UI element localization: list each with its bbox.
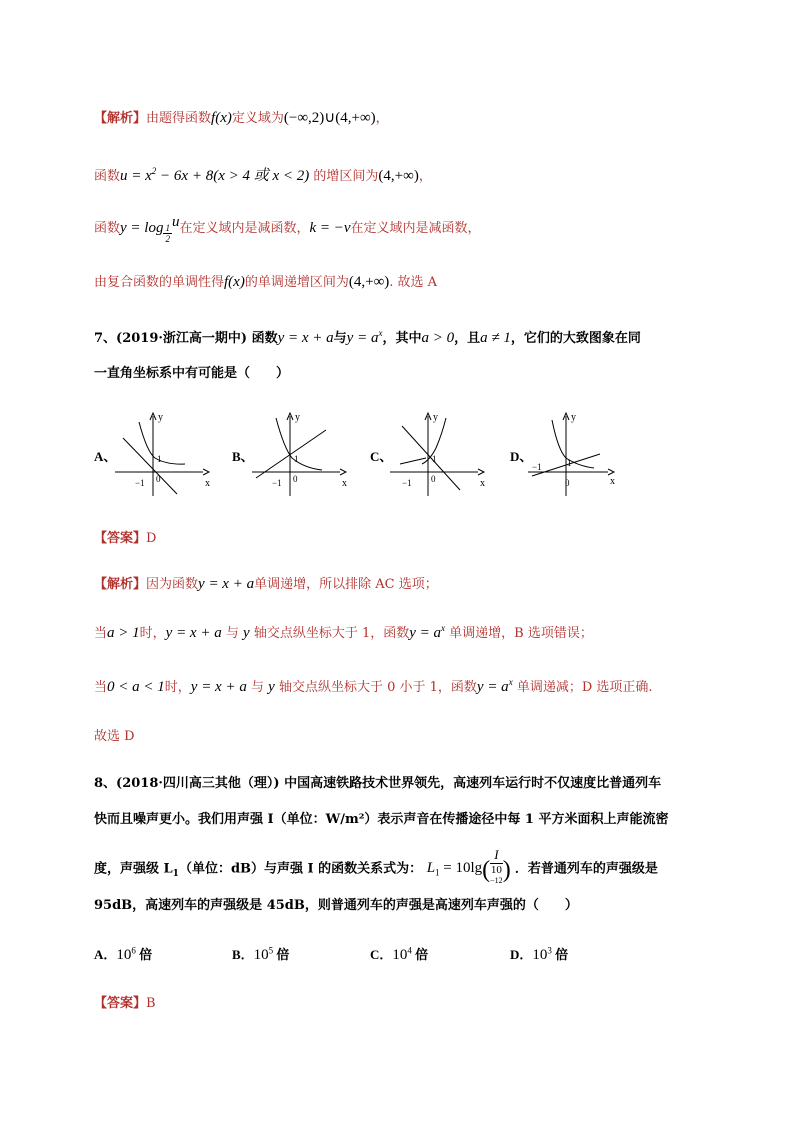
q6-analysis-line3: 函数y = log $\frac{1}{2}$ u在定义域内是减函数，k = −v在定义域内是减函数，	[94, 214, 481, 244]
option-d-label[interactable]: D、	[510, 449, 533, 464]
q8-option-a[interactable]: A．$10^6$ 倍	[94, 945, 153, 963]
option-d-graph[interactable]	[528, 408, 628, 498]
q7-analysis-line1: 【解析】因为函数y = x + a单调递增，所以排除 AC 选项；	[94, 576, 438, 592]
one-label: 1	[432, 454, 437, 464]
origin-label: 0	[156, 474, 161, 484]
x-axis-label: x	[205, 478, 210, 489]
neg-one-label: −1	[135, 478, 145, 488]
neg-one-label: −1	[532, 462, 542, 472]
q8-stem-line1: 8、(2018·四川高三其他（理）) 中国高速铁路技术世界领先，高速列车运行时不仅速度比普通列车	[94, 776, 662, 791]
q8-stem-line3: 度，声强级 $L_1$（单位：dB）与声强 I 的函数关系式为： $L_1 = 10\lg$( I 10 $^{-12}$ ) ．若普通列车的声强级是	[94, 847, 658, 885]
origin-label: 0	[431, 474, 436, 484]
analysis-tag: 【解析】	[94, 111, 147, 126]
q7-analysis-line3: 当0 < a < 1时，y = x + a 与 y 轴交点纵坐标大于 0 小于 1，函数$y = a^x$ 单调递减；D 选项正确.	[94, 677, 653, 695]
answer-value: B	[146, 996, 156, 1011]
q8-option-b[interactable]: B．$10^5$ 倍	[232, 945, 290, 963]
y-axis-label: y	[158, 412, 163, 423]
q7-answer	[94, 527, 156, 546]
q7-stem-line1: 7、(2019·浙江高一期中) 函数y = x + a与$y = a^x$，其中a > 0，且a ≠ 1，它们的大致图象在同	[94, 328, 641, 346]
q6-analysis-line4: 由复合函数的单调性得f(x)的单调递增区间为(4,+∞). 故选 A	[94, 274, 438, 290]
x-axis-label: x	[610, 476, 615, 487]
origin-label: 0	[293, 474, 298, 484]
analysis-tag: 【解析】	[94, 577, 147, 592]
q6-analysis-line2: 函数$u = x^2 - 6x + 8(x > 4$ 或 x < 2) 的增区间为(4,+∞)，	[94, 166, 432, 184]
answer-value: D	[146, 531, 157, 546]
q8-stem-line2: 快而且噪声更小。我们用声强 I（单位：W/m²）表示声音在传播途径中每 1 平方米面积上声能流密	[94, 812, 669, 827]
option-a-graph[interactable]	[115, 408, 215, 498]
y-axis-label: y	[571, 412, 576, 423]
option-b-graph[interactable]	[252, 408, 352, 498]
answer-tag: 【答案】	[94, 996, 147, 1011]
q6-analysis-line1: 【解析】由题得函数f(x)定义域为(−∞,2)∪(4,+∞)，	[94, 110, 389, 126]
q8-option-c[interactable]: C．$10^4$ 倍	[370, 945, 429, 963]
q7-stem-line2: 一直角坐标系中有可能是（ ）	[94, 366, 290, 381]
sound-level-formula: $L_1 = 10\lg$( I 10 $^{-12}$ )	[426, 847, 511, 885]
one-label: 1	[567, 458, 572, 468]
neg-one-label: −1	[402, 478, 412, 488]
option-a-label[interactable]: A、	[94, 449, 117, 464]
one-label: 1	[157, 454, 162, 464]
y-axis-label: y	[433, 412, 438, 423]
y-axis-label: y	[295, 412, 300, 423]
q7-analysis-line2: 当a > 1时，y = x + a 与 y 轴交点纵坐标大于 1，函数$y = a^x$ 单调递增，B 选项错误；	[94, 623, 593, 641]
origin-label: 0	[565, 478, 570, 488]
option-c-label[interactable]: C、	[370, 449, 393, 464]
answer-tag: 【答案】	[94, 531, 147, 546]
q8-answer	[94, 992, 156, 1011]
one-label: 1	[294, 454, 299, 464]
option-b-label[interactable]: B、	[232, 449, 254, 464]
option-c-graph[interactable]	[390, 408, 490, 498]
x-axis-label: x	[480, 478, 485, 489]
q8-option-d[interactable]: D．$10^3$ 倍	[510, 945, 569, 963]
x-axis-label: x	[342, 478, 347, 489]
q7-analysis-line4: 故选 D	[94, 729, 135, 744]
q8-stem-line4: 95dB，高速列车的声强级是 45dB，则普通列车的声强是高速列车声强的（ ）	[94, 898, 578, 913]
neg-one-label: −1	[272, 478, 282, 488]
